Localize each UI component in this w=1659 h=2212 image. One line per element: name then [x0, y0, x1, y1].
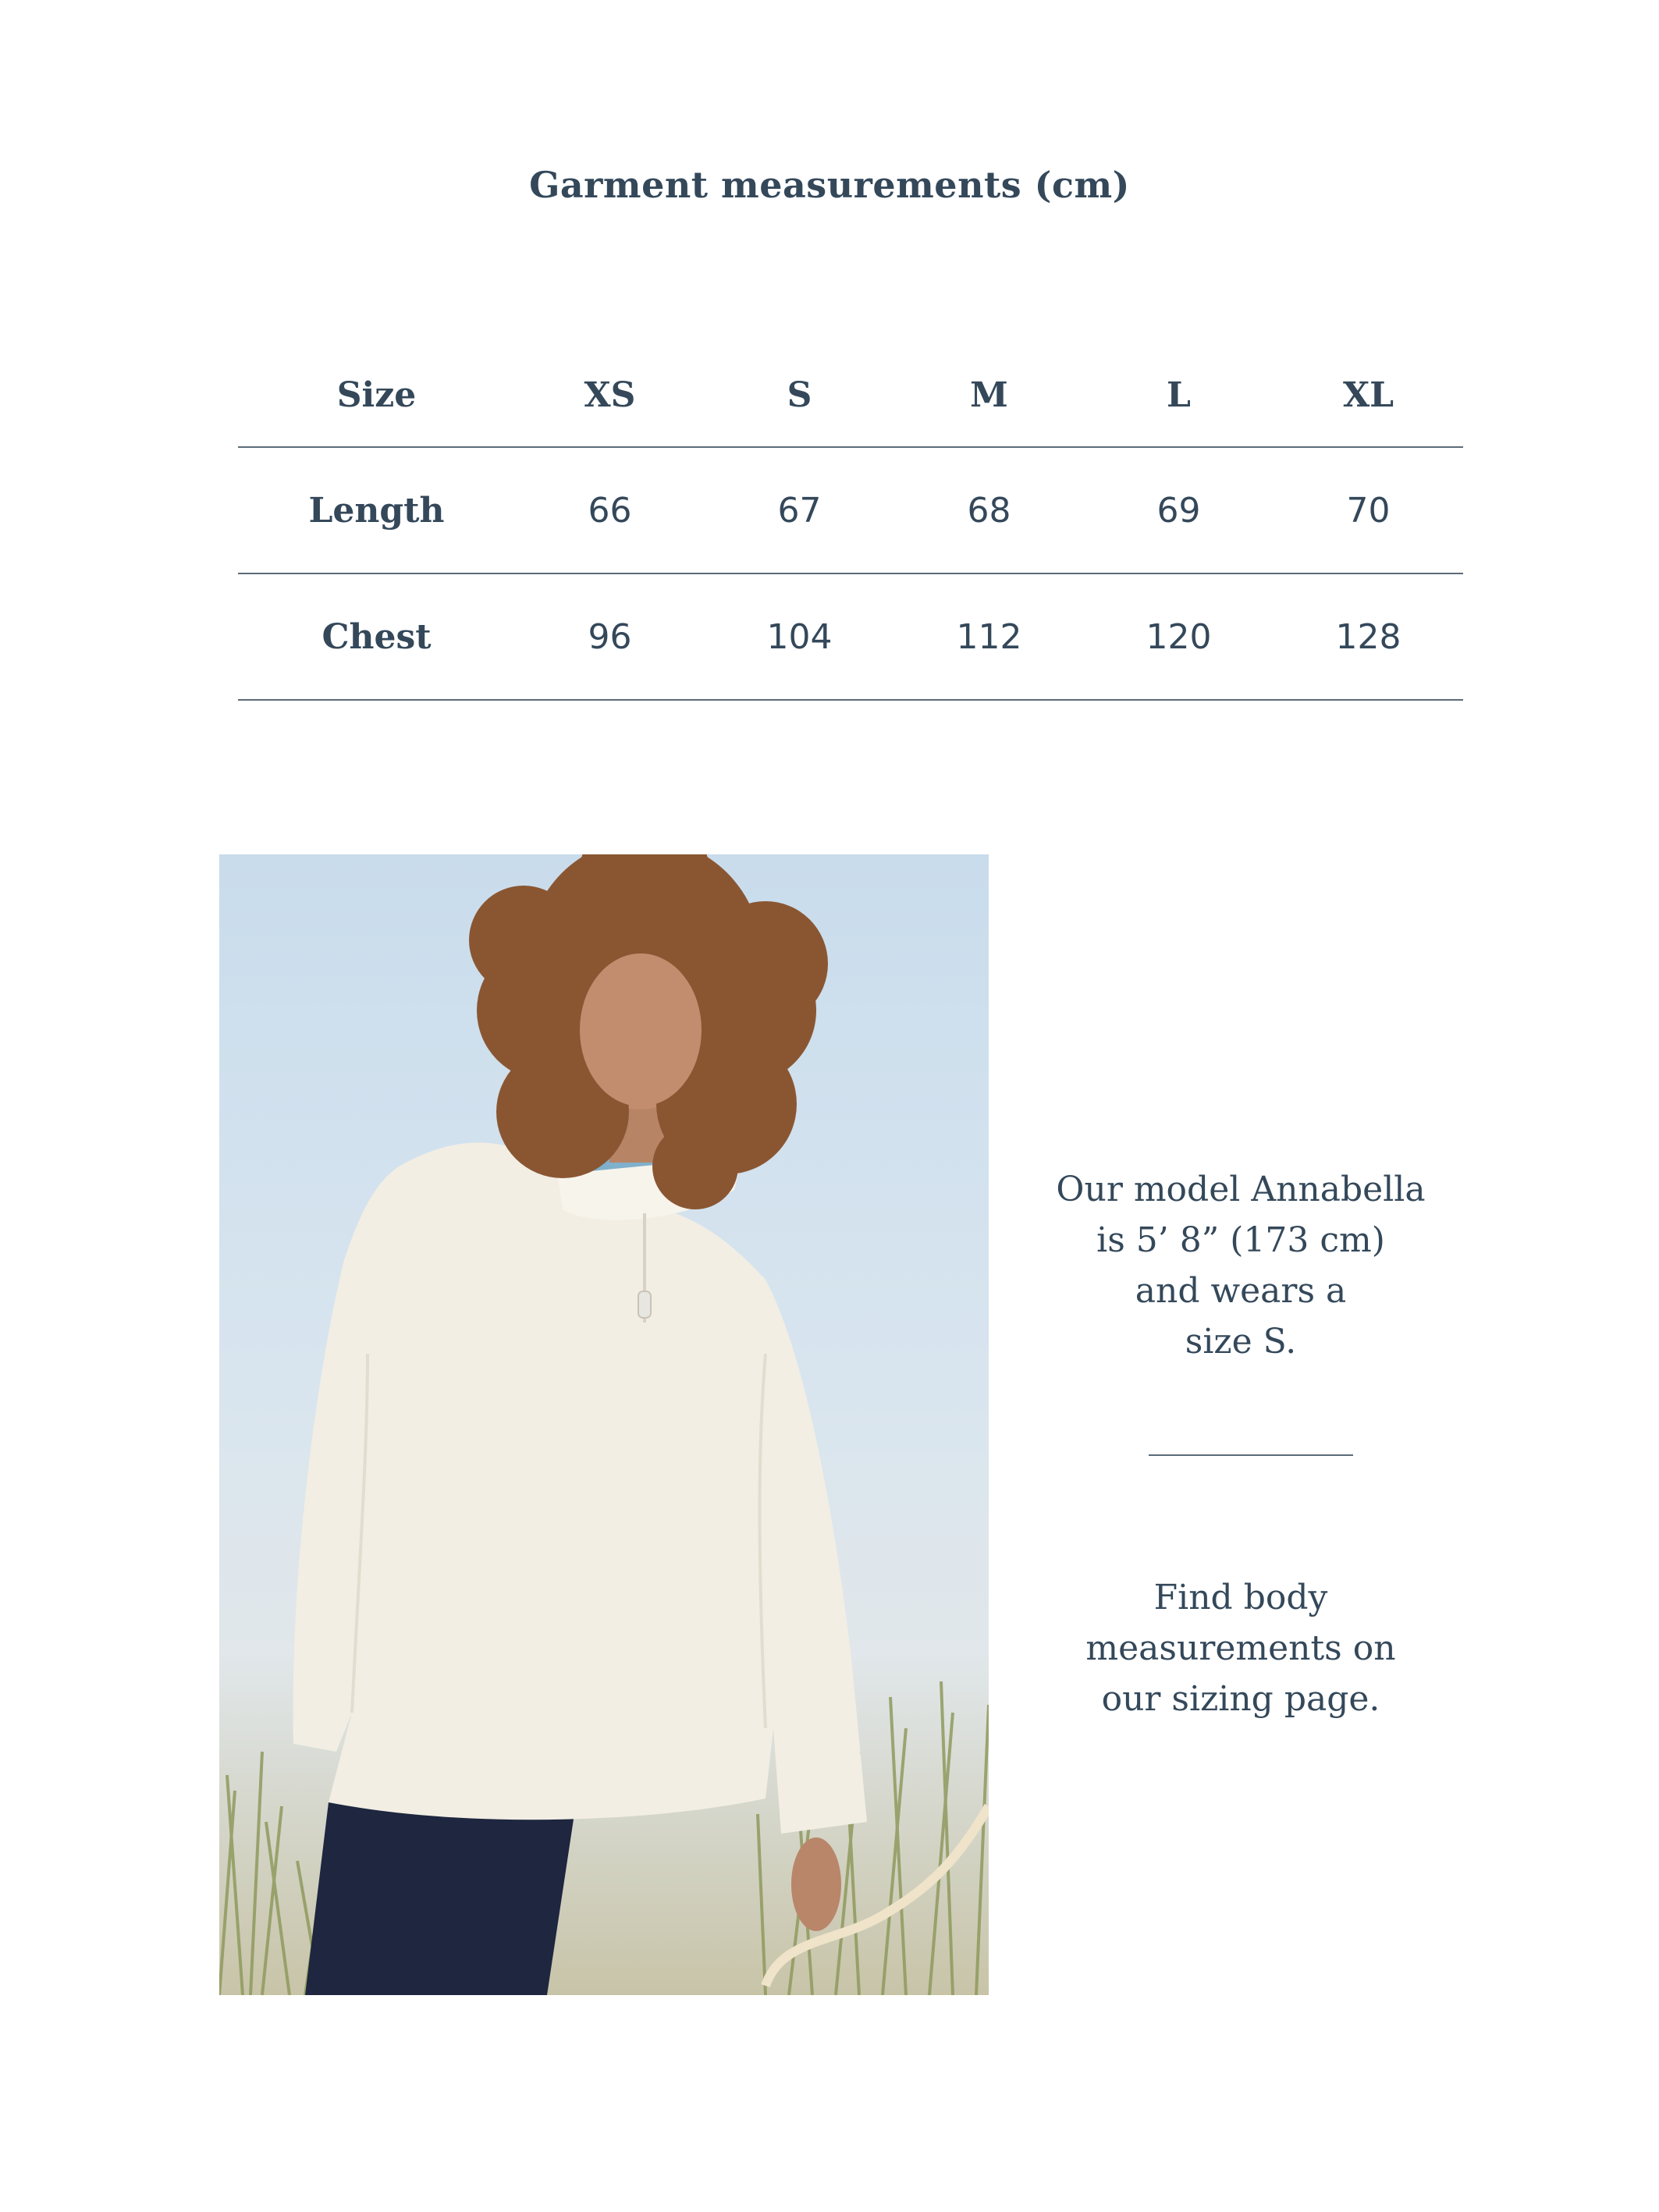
size-chart-table [238, 343, 1463, 701]
header-cell-xl: XL [1342, 375, 1394, 415]
model-info-line: Our model Annabella [1056, 1170, 1426, 1209]
table-cell: 96 [588, 616, 632, 657]
header-cell-l: L [1167, 375, 1191, 415]
header-cell-size: Size [336, 375, 417, 415]
header-cell-s: S [787, 375, 812, 415]
sizing-info-line: Find body [1153, 1578, 1328, 1617]
header-cell-m: M [970, 375, 1008, 415]
table-cell: 104 [766, 616, 833, 657]
model-photo-illustration [219, 854, 989, 1995]
sizing-info-line: measurements on [1085, 1628, 1396, 1668]
table-cell: 112 [956, 616, 1022, 657]
table-cell: 120 [1146, 616, 1212, 657]
row-label-length: Length [308, 490, 445, 531]
row-label-chest: Chest [321, 616, 432, 657]
divider [1149, 1454, 1353, 1456]
table-cell: 128 [1335, 616, 1401, 657]
table-row-length [238, 447, 1463, 573]
table-header-row [238, 343, 1463, 447]
table-cell: 66 [588, 490, 632, 531]
jeans [305, 1802, 574, 1995]
table-cell: 67 [777, 490, 822, 531]
model-info-text [1014, 1164, 1467, 1367]
sizing-page-text [1014, 1572, 1467, 1724]
table-row-chest [238, 573, 1463, 700]
header-cell-xs: XS [584, 375, 636, 415]
sweater [293, 1142, 867, 1834]
page-title: Garment measurements (cm) [529, 164, 1130, 206]
model-info-line: and wears a [1135, 1271, 1347, 1311]
model-info-line: is 5’ 8” (173 cm) [1096, 1220, 1385, 1260]
hand [791, 1837, 841, 1931]
sizing-info-line: our sizing page. [1101, 1679, 1380, 1719]
table-cell: 68 [967, 490, 1011, 531]
model-photo [219, 854, 989, 1995]
table-cell: 69 [1156, 490, 1201, 531]
table-cell: 70 [1346, 490, 1391, 531]
model-info-line: size S. [1185, 1322, 1297, 1362]
